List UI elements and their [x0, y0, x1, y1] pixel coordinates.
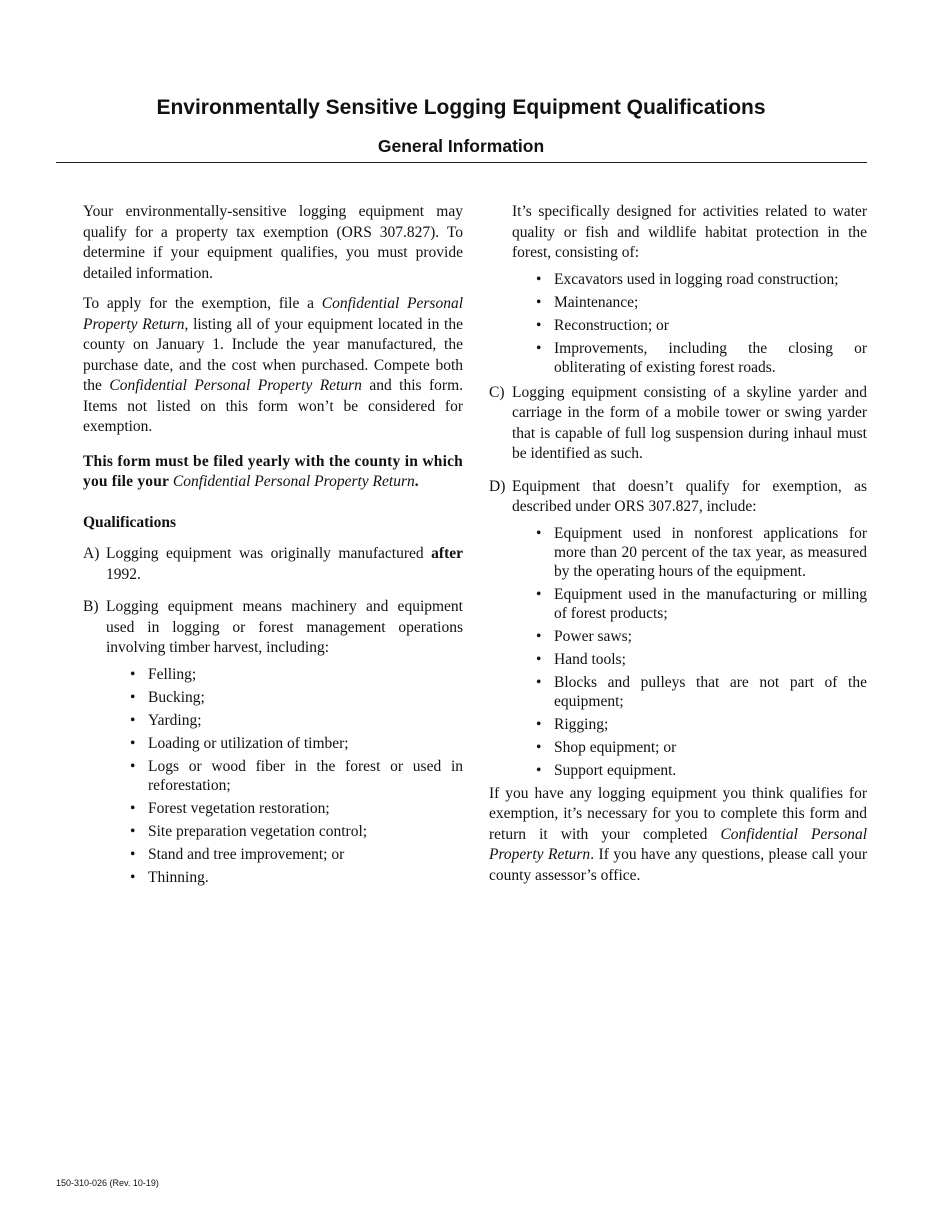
qualification-a-bold: after — [431, 545, 463, 562]
qualification-b-continued-list-item: • Reconstruction; or — [531, 316, 867, 335]
qualification-b-continued-list-item: • Improvements, including the closing or obliterating of existing forest roads. — [531, 339, 867, 377]
qualification-d-text: Equipment that doesn’t qualify for exemption, as described under ORS 307.827, include: — [512, 477, 867, 515]
apply-text-2: , listing all of your equipment located in the county on January 1. Include the year manufactured, the purchase date, and the cost when purchased. Compete both the — [83, 315, 463, 394]
qualification-b-list-item: • Loading or utilization of timber; — [125, 734, 463, 753]
qualification-d-list-item: • Equipment used in the manufacturing or milling of forest products; — [531, 585, 867, 623]
closing-paragraph — [489, 784, 867, 887]
qualification-b-list-item: • Bucking; — [125, 688, 463, 707]
qualification-d-letter: D) — [489, 477, 506, 495]
filing-notice-bold: This form must be filed yearly with the county in which you file your — [83, 452, 463, 490]
filing-notice-end: . — [414, 473, 419, 490]
qualification-d-list-item: • Equipment used in nonforest applications for more than 20 percent of the tax year, as measured by the operating hours of the equipment. — [531, 524, 867, 581]
closing-text-2: . If you have any questions, please call your county assessor’s office. — [489, 846, 867, 884]
right-column — [489, 202, 867, 896]
qualification-c — [489, 383, 867, 465]
qualification-a — [83, 544, 463, 585]
apply-paragraph — [83, 294, 463, 438]
page-subtitle: General Information — [377, 136, 545, 156]
qualification-b-letter: B) — [83, 598, 99, 615]
qualification-a-text-2: 1992. — [106, 565, 141, 583]
qualification-b-list-item: • Felling; — [125, 665, 463, 684]
qualification-b-list — [83, 665, 463, 887]
qualification-d — [489, 477, 867, 518]
closing-form-name: Confidential Personal Property Return — [489, 825, 867, 863]
header-divider — [56, 162, 867, 163]
qualification-d-list-item: • Support equipment. — [531, 761, 867, 780]
qualification-a-letter: A) — [83, 545, 100, 562]
left-column — [83, 202, 463, 891]
qualification-c-letter: C) — [489, 383, 505, 401]
qualification-b-list-item: • Thinning. — [125, 868, 463, 887]
qualification-b-continued-list — [489, 270, 867, 377]
apply-form-name-1: Confidential Personal Property Return — [83, 295, 463, 333]
qualification-a-text-1: Logging equipment was originally manufactured — [106, 545, 432, 562]
qualification-b-list-item: • Site preparation vegetation control; — [125, 822, 463, 841]
qualification-b-text: Logging equipment means machinery and equipment used in logging or forest management operations involving timber harvest, including: — [106, 598, 463, 656]
qualification-b — [83, 597, 463, 659]
apply-text-1: To apply for the exemption, file a — [83, 295, 322, 312]
qualification-d-list — [489, 524, 867, 780]
page-title: Environmentally Sensitive Logging Equipment Qualifications — [156, 96, 766, 119]
closing-text-1: If you have any logging equipment you think qualifies for exemption, it’s necessary for you to complete this form and return it with your completed — [489, 784, 867, 843]
qualification-b-list-item: • Stand and tree improvement; or — [125, 845, 463, 864]
filing-notice — [83, 452, 463, 493]
filing-notice-form-name: Confidential Personal Property Return — [172, 473, 415, 490]
form-number: 150-310-026 (Rev. 10-19) — [56, 1178, 159, 1188]
qualification-b-list-item: • Yarding; — [125, 711, 463, 730]
qualification-b-list-item: • Logs or wood fiber in the forest or used in reforestation; — [125, 757, 463, 795]
qualifications-heading: Qualifications — [83, 513, 177, 531]
apply-text-3: and this form. Items not listed on this form won’t be considered for exemption. — [83, 377, 464, 435]
apply-form-name-2: Confidential Personal Property Return — [109, 377, 362, 394]
qualification-b-continued: It’s specifically designed for activities related to water quality or fish and wildlife habitat protection in the forest, consisting of: — [512, 203, 867, 261]
qualification-d-list-item: • Blocks and pulleys that are not part of the equipment; — [531, 673, 867, 711]
qualification-d-list-item: • Shop equipment; or — [531, 738, 867, 757]
qualification-b-continued-list-item: • Excavators used in logging road construction; — [531, 270, 867, 289]
qualification-b-continued-list-item: • Maintenance; — [531, 293, 867, 312]
qualification-d-list-item: • Power saws; — [531, 627, 867, 646]
intro-paragraph: Your environmentally-sensitive logging equipment may qualify for a property tax exemption (ORS 307.827). To determine if your equipment qualifies, you must provide detailed information. — [83, 203, 463, 282]
qualification-d-list-item: • Rigging; — [531, 715, 867, 734]
qualification-c-text: Logging equipment consisting of a skyline yarder and carriage in the form of a mobile tower or swing yarder that is capable of full log suspension during inhaul must be identified as such. — [512, 383, 867, 462]
qualification-d-list-item: • Hand tools; — [531, 650, 867, 669]
qualification-b-list-item: • Forest vegetation restoration; — [125, 799, 463, 818]
